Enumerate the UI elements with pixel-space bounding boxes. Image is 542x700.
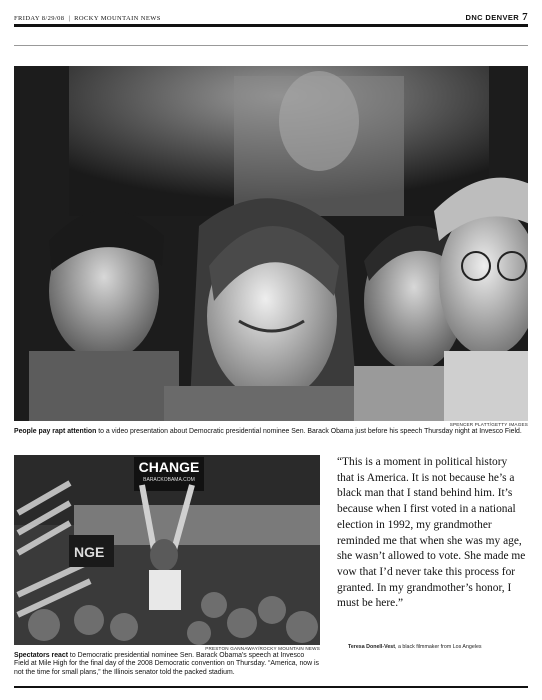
header-left xyxy=(14,15,161,24)
top-photo-credit: SPENCER PLATT/GETTY IMAGES xyxy=(449,422,528,427)
top-photo-caption xyxy=(14,428,528,436)
bottom-caption-text: to Democratic presidential nominee Sen. Barack Obama’s speech at Invesco Field at Mile High for the final day of the 2008 Democratic convention on Thursday. “America, now is not the time for small plans,” the Illinois senator told the packed stadium. xyxy=(14,652,319,676)
change-sign-text: CHANGE xyxy=(138,459,200,475)
header-section: DNC DENVER xyxy=(465,13,520,22)
crowd-photo-illustration xyxy=(14,66,528,421)
top-caption-text: to a video presentation about Democratic presidential nominee Sen. Barack Obama just before his speech Thursday night at Invesco Field. xyxy=(96,428,522,435)
divider-rule xyxy=(14,45,528,46)
attribution-name: Teresa Donell-Vest xyxy=(348,644,396,650)
header-paper-name: ROCKY MOUNTAIN NEWS xyxy=(74,15,161,22)
header-right xyxy=(466,11,529,24)
page-header xyxy=(14,8,528,27)
bottom-caption-lead: Spectators react xyxy=(14,652,69,659)
svg-text:NGE: NGE xyxy=(74,544,105,560)
header-page-number: 7 xyxy=(522,11,528,23)
stadium-crowd-illustration xyxy=(14,455,320,645)
bottom-photo-caption xyxy=(14,652,320,677)
attribution-text: , a black filmmaker from Los Angeles xyxy=(395,644,482,650)
header-separator: | xyxy=(68,15,71,22)
header-date: FRIDAY 8/29/08 xyxy=(14,15,65,22)
change-sign-url: BARACKOBAMA.COM xyxy=(143,477,195,483)
top-photo xyxy=(14,66,528,421)
top-caption-lead: People pay rapt attention xyxy=(14,428,97,435)
bottom-photo-credit: PRESTON GANNAWAY/ROCKY MOUNTAIN NEWS xyxy=(205,646,320,651)
bottom-photo xyxy=(14,455,320,645)
quote-attribution xyxy=(348,644,528,650)
bottom-rule xyxy=(14,686,528,688)
pull-quote: “This is a moment in political history that is America. It is not because he’s a black man that I stand behind him. It’s because when I first voted in a national election in 1992, my grandmother reminded me that when she was my age, she wasn’t allowed to vote. She made me vow that I’d never take this process for granted. In my grandmother’s honor, I must be here.” xyxy=(337,456,526,610)
